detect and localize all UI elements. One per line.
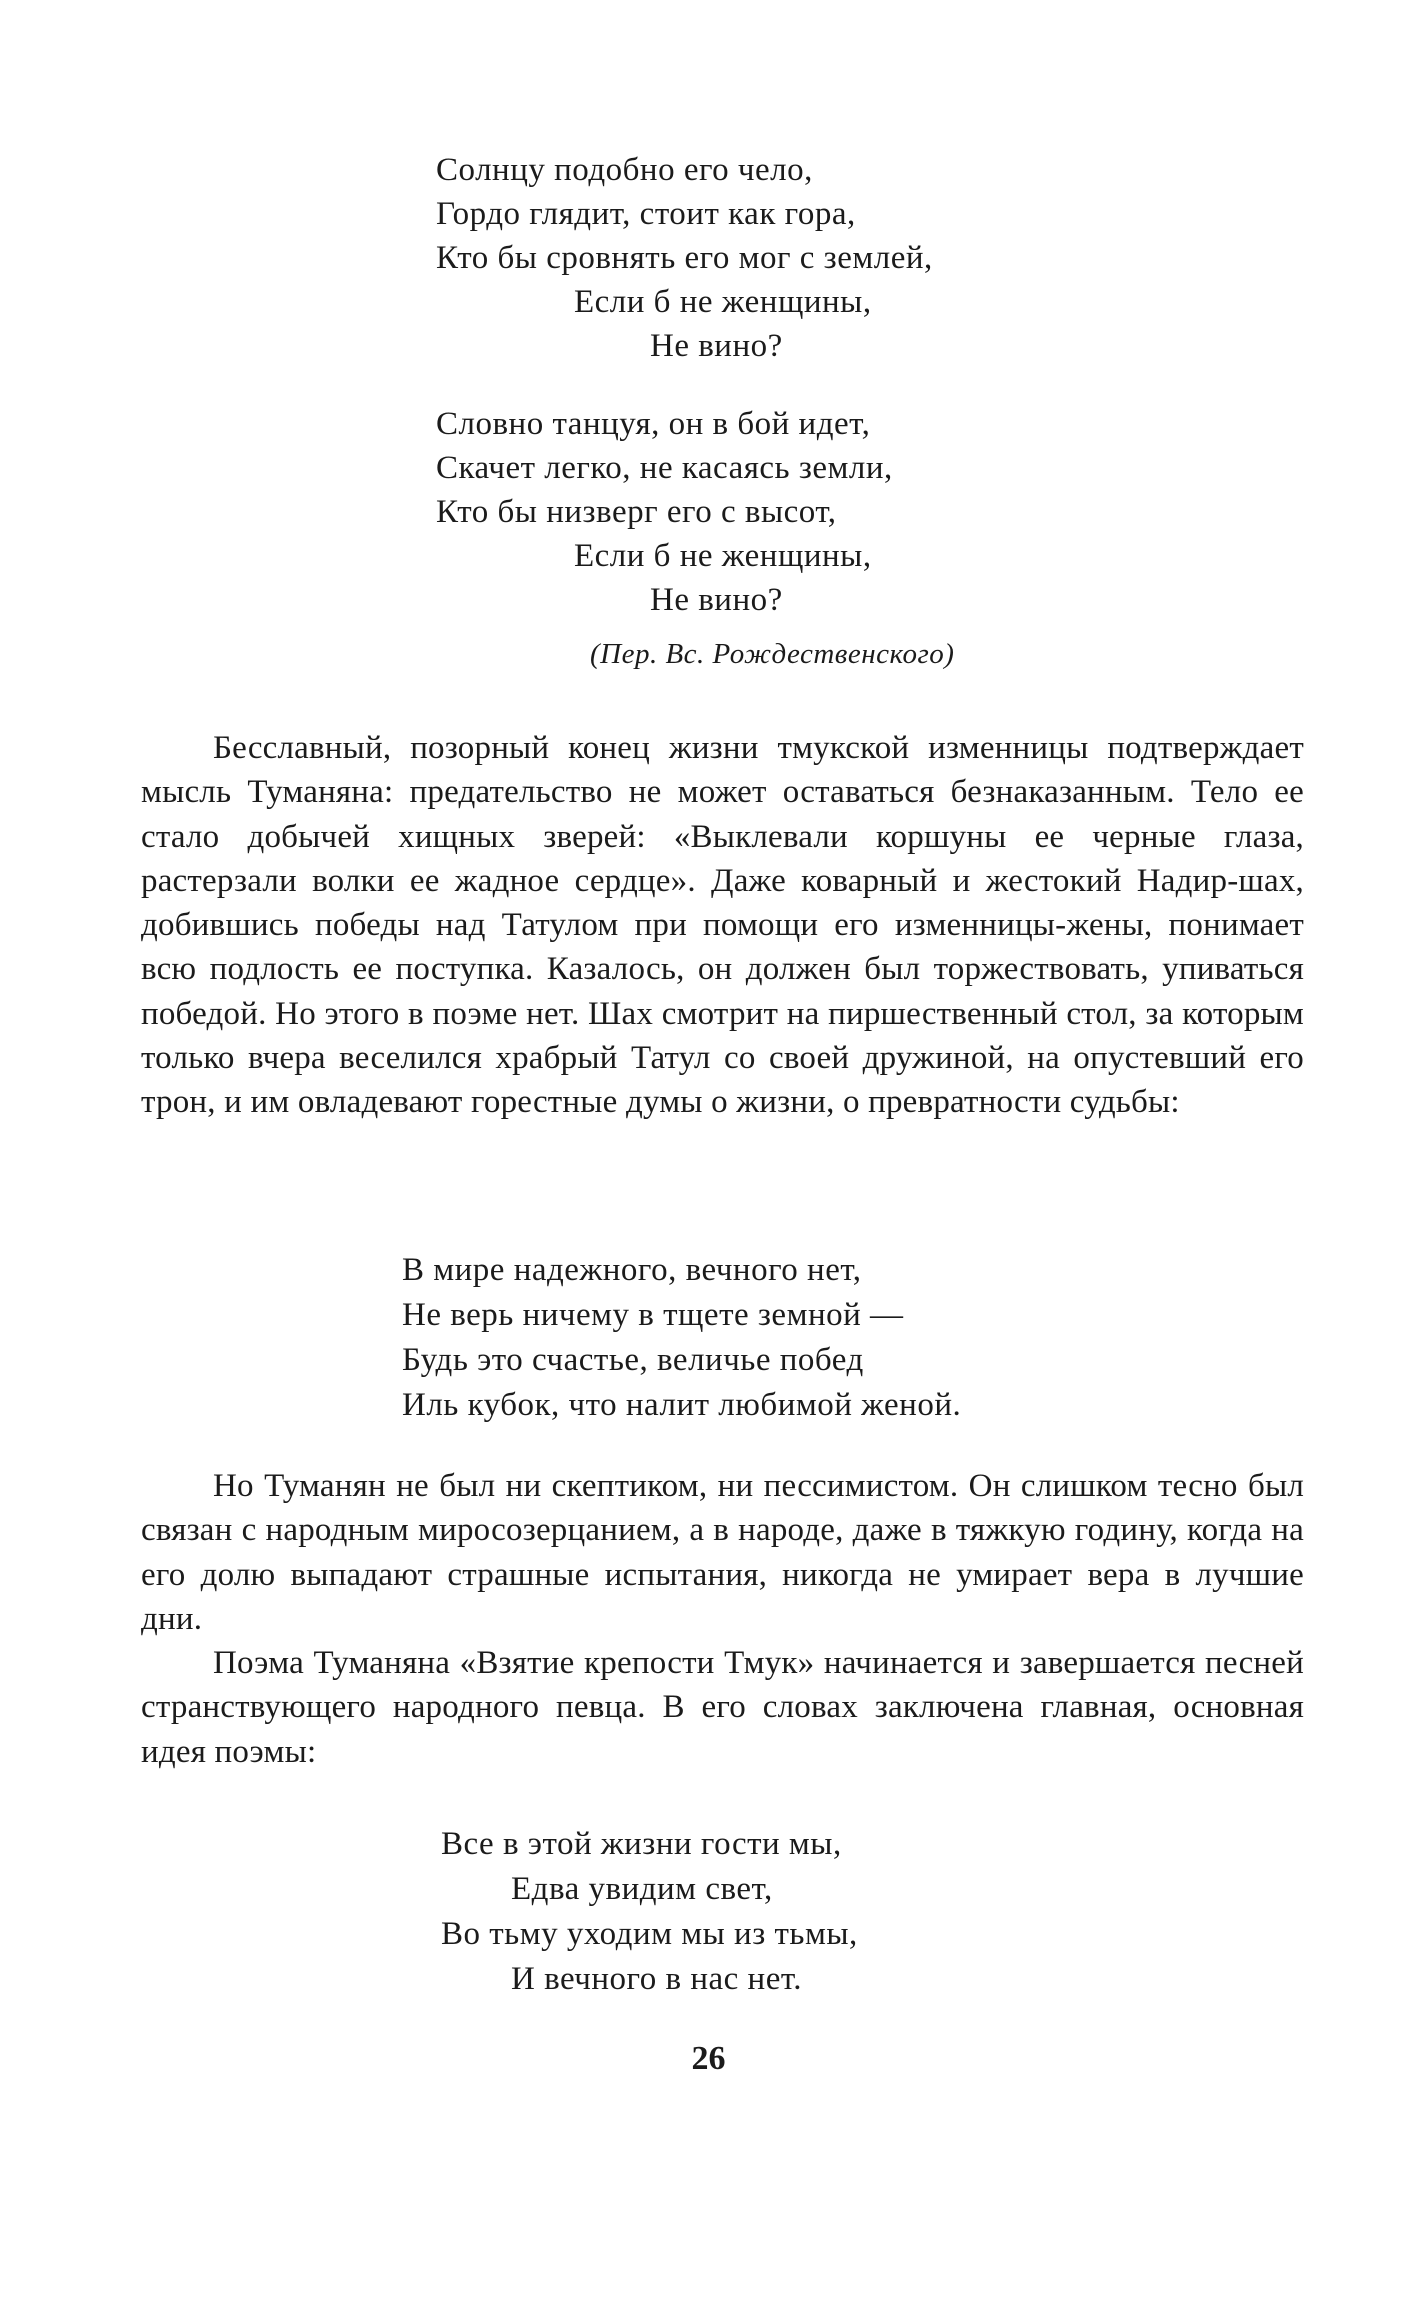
- verse-line: Если б не женщины,: [574, 538, 872, 574]
- verse-line: Если б не женщины,: [574, 284, 872, 320]
- paragraph-text: Поэма Туманяна «Взятие крепости Тмук» начинается и завершается песней странствующего народного певца. В его словах заключена главная, основная идея поэмы:: [141, 1645, 1304, 1770]
- verse-line: Солнцу подобно его чело,: [436, 152, 813, 188]
- verse-line: Кто бы сровнять его мог с землей,: [436, 240, 933, 276]
- verse-line: Все в этой жизни гости мы,: [441, 1826, 842, 1862]
- poem-stanza-4: [441, 1822, 858, 2002]
- verse-line: Не верь ничему в тщете земной —: [402, 1297, 904, 1333]
- paragraph-text: Но Туманян не был ни скептиком, ни пессимистом. Он слишком тесно был связан с народным миросозерцанием, а в народе, даже в тяжкую годину, когда на его долю выпадают страшные испытания, никогда не умирает вера в лучшие дни.: [141, 1468, 1304, 1637]
- poem-stanza-3: [402, 1248, 961, 1428]
- paragraph-text: Бесславный, позорный конец жизни тмукской изменницы подтверждает мысль Туманяна: предательство не может оставаться безнаказанным. Тело ее стало добычей хищных зверей: «Выклевали коршуны ее черные глаза, растерзали волки ее жадное сердце». Даже коварный и жестокий Надир-шах, добившись победы над Татулом при помощи его изменницы-жены, понимает всю подлость ее поступка. Казалось, он должен был торжествовать, упиваться победой. Но этого в поэме нет. Шах смотрит на пиршественный стол, за которым только вчера веселился храбрый Татул со своей дружиной, на опустевший его трон, и им овладевают горестные думы о жизни, о превратности судьбы:: [141, 730, 1304, 1121]
- translator-note: (Пер. Вс. Рождественского): [590, 638, 955, 670]
- verse-line: Не вино?: [650, 582, 783, 618]
- verse-line: Словно танцуя, он в бой идет,: [436, 406, 871, 442]
- verse-line: Едва увидим свет,: [511, 1871, 773, 1907]
- verse-line: И вечного в нас нет.: [511, 1961, 803, 1997]
- verse-line: Гордо глядит, стоит как гора,: [436, 196, 856, 232]
- verse-line: Кто бы низверг его с высот,: [436, 494, 837, 530]
- body-paragraphs-2-3: [141, 1464, 1304, 1774]
- poem-stanza-1: [436, 148, 933, 368]
- poem-stanza-2: [436, 402, 893, 622]
- verse-line: Скачет легко, не касаясь земли,: [436, 450, 893, 486]
- verse-line: Иль кубок, что налит любимой женой.: [402, 1387, 962, 1423]
- page-number: 26: [691, 2040, 726, 2077]
- verse-line: Будь это счастье, величье побед: [402, 1342, 864, 1378]
- verse-line: Не вино?: [650, 328, 783, 364]
- body-paragraph-1: [141, 726, 1304, 1125]
- verse-line: Во тьму уходим мы из тьмы,: [441, 1916, 858, 1952]
- verse-line: В мире надежного, вечного нет,: [402, 1252, 862, 1288]
